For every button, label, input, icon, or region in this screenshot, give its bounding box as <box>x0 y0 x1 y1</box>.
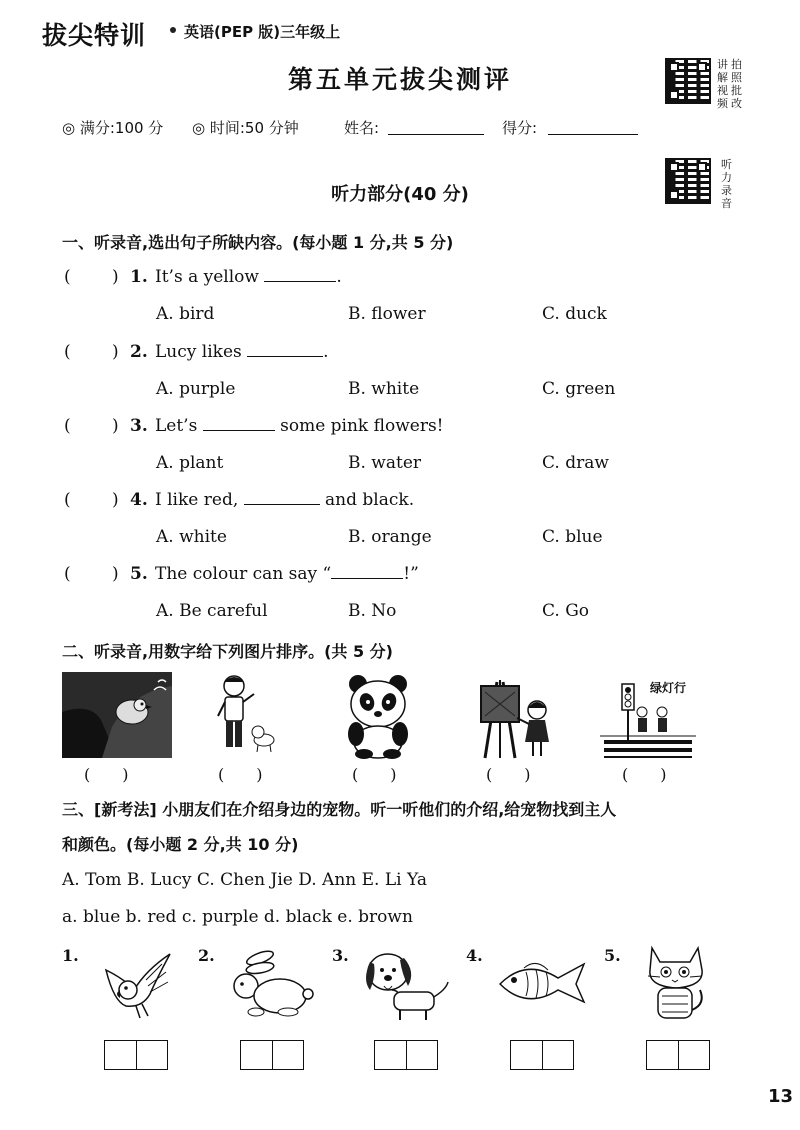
qr-audio-label: 听 力 录 音 <box>721 158 732 210</box>
dog-icon <box>362 946 452 1022</box>
question-number: 4. <box>130 490 148 510</box>
answer-box[interactable] <box>646 1040 710 1070</box>
answer-paren-close[interactable]: ) <box>112 416 119 436</box>
name-label: 姓名: <box>344 119 380 137</box>
boy-with-puppy-picture <box>210 672 280 758</box>
option-b: B. white <box>348 379 420 399</box>
name-field[interactable] <box>388 134 484 135</box>
answer-paren[interactable]: ( ) <box>486 765 531 784</box>
rabbit-icon <box>226 950 316 1020</box>
book-subtitle: 英语(PEP 版)三年级上 <box>184 23 341 41</box>
score-label: 得分: <box>502 119 538 137</box>
option-c: C. draw <box>542 453 609 473</box>
pet-number: 2. <box>198 946 215 965</box>
option-b: B. flower <box>348 304 426 324</box>
fish-icon <box>496 958 588 1008</box>
answer-paren-open: ( <box>64 267 71 287</box>
owner-options: A. Tom B. Lucy C. Chen Jie D. Ann E. Li Ya <box>62 870 428 890</box>
full-score: ◎ 满分:100 分 <box>62 119 164 137</box>
answer-paren-open: ( <box>64 490 71 510</box>
question-text: The colour can say “ !” <box>155 564 419 584</box>
answer-paren[interactable]: ( ) <box>84 765 129 784</box>
pet-number: 1. <box>62 946 79 965</box>
option-c: C. Go <box>542 601 590 621</box>
option-a: A. purple <box>156 379 236 399</box>
page-title: 第五单元拔尖测评 <box>287 65 512 94</box>
parrot-icon <box>96 950 176 1020</box>
question-number: 1. <box>130 267 148 287</box>
option-a: A. bird <box>156 304 215 324</box>
pet-number: 3. <box>332 946 349 965</box>
option-b: B. water <box>348 453 422 473</box>
answer-paren[interactable]: ( ) <box>218 765 263 784</box>
answer-paren-open: ( <box>64 416 71 436</box>
answer-paren-open: ( <box>64 564 71 584</box>
answer-paren-open: ( <box>64 342 71 362</box>
answer-paren-close[interactable]: ) <box>112 267 119 287</box>
part3-heading-cont: 和颜色。(每小题 2 分,共 10 分) <box>62 835 299 854</box>
option-b: B. orange <box>348 527 432 547</box>
sign-text: 绿灯行 <box>650 681 687 695</box>
pet-number: 5. <box>604 946 621 965</box>
brand-logo: 拔尖特训 <box>42 21 147 50</box>
panda-picture <box>340 672 416 758</box>
option-c: C. blue <box>542 527 603 547</box>
option-c: C. green <box>542 379 616 399</box>
answer-box[interactable] <box>240 1040 304 1070</box>
answer-box[interactable] <box>104 1040 168 1070</box>
qr-label-col1: 讲 解 视 频 <box>717 58 728 110</box>
traffic-crossing-picture <box>600 672 696 758</box>
question-text: Lucy likes . <box>155 342 329 362</box>
qr-code-icon[interactable] <box>665 58 711 104</box>
page-number: 13 <box>768 1086 794 1107</box>
question-text: Let’s some pink flowers! <box>155 416 444 436</box>
answer-paren[interactable]: ( ) <box>352 765 397 784</box>
part2-heading: 二、听录音,用数字给下列图片排序。(共 5 分) <box>62 642 393 661</box>
question-number: 2. <box>130 342 148 362</box>
listening-section-title: 听力部分(40 分) <box>331 184 469 205</box>
pet-number: 4. <box>466 946 483 965</box>
answer-box[interactable] <box>510 1040 574 1070</box>
answer-paren-close[interactable]: ) <box>112 490 119 510</box>
question-number: 3. <box>130 416 148 436</box>
girl-painting-picture <box>475 672 555 758</box>
score-field[interactable] <box>548 134 638 135</box>
bird-on-tree-picture <box>62 672 172 758</box>
option-a: A. plant <box>156 453 224 473</box>
part1-heading: 一、听录音,选出句子所缺内容。(每小题 1 分,共 5 分) <box>62 233 454 252</box>
question-text: It’s a yellow . <box>155 267 342 287</box>
color-options: a. blue b. red c. purple d. black e. brown <box>62 907 413 927</box>
qr-label-col2: 拍 照 批 改 <box>731 58 742 110</box>
brand-dot <box>170 27 176 33</box>
option-a: A. Be careful <box>156 601 268 621</box>
question-text: I like red, and black. <box>155 490 415 510</box>
cat-icon <box>644 942 710 1026</box>
question-number: 5. <box>130 564 148 584</box>
part3-heading: 三、[新考法] 小朋友们在介绍身边的宠物。听一听他们的介绍,给宠物找到主人 <box>62 800 617 819</box>
answer-paren[interactable]: ( ) <box>622 765 667 784</box>
option-c: C. duck <box>542 304 607 324</box>
time-limit: ◎ 时间:50 分钟 <box>192 119 299 137</box>
answer-paren-close[interactable]: ) <box>112 564 119 584</box>
answer-box[interactable] <box>374 1040 438 1070</box>
option-a: A. white <box>156 527 227 547</box>
answer-paren-close[interactable]: ) <box>112 342 119 362</box>
option-b: B. No <box>348 601 397 621</box>
